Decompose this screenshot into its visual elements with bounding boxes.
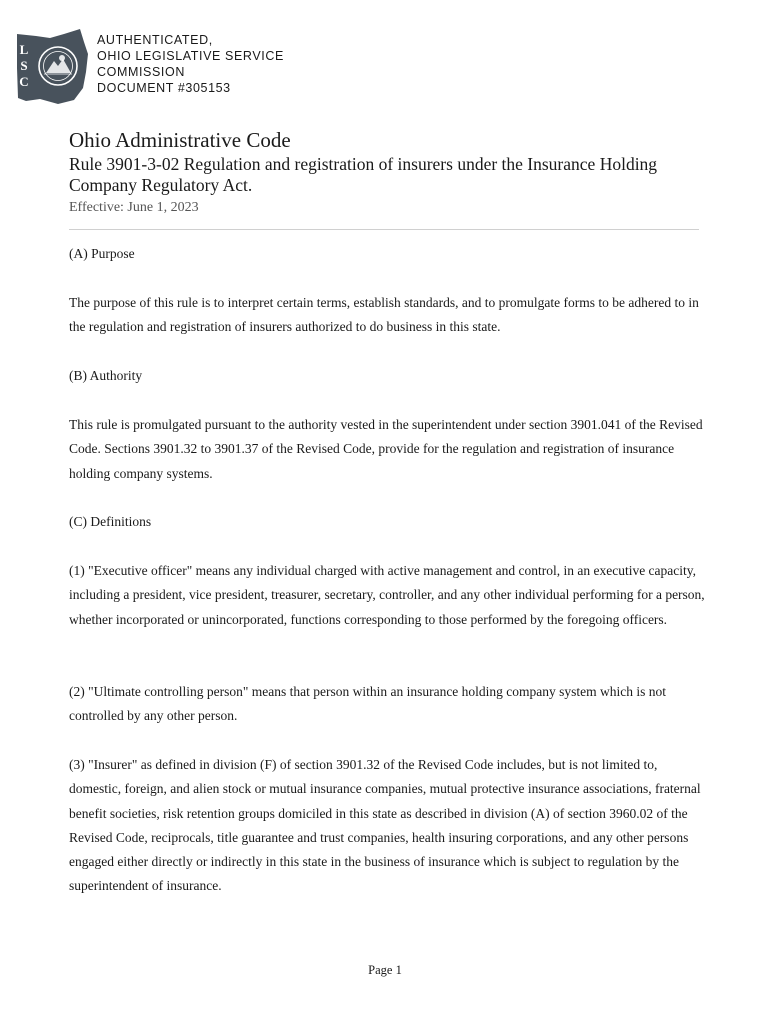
logo-letter-c: C [19, 74, 29, 89]
section-c-heading: (C) Definitions [69, 514, 152, 529]
lsc-ohio-logo [14, 28, 90, 104]
definition-insurer: (3) "Insurer" as defined in division (F) of section 3901.32 of the Revised Code includes, but is not limited to, domestic, foreign, and alien stock or mutual insurance companies, mutual protective insurance associations, fraternal benefit societies, risk retention groups domiciled in this state as described in division (A) of section 3960.02 of the Revised Code, reciprocals, title guarantee and trust companies, health insuring corporations, and any other persons engaged either directly or indirectly in this state in the business of insurance which is subject to regulation by the superintendent of insurance. [69, 757, 701, 894]
lsc-letters [19, 42, 28, 89]
document-header [14, 28, 284, 104]
section-b-heading: (B) Authority [69, 368, 143, 383]
definition-ultimate-controlling-person: (2) "Ultimate controlling person" means that person within an insurance holding company system which is not controlled by any other person. [69, 684, 667, 724]
definition-executive-officer: (1) "Executive officer" means any individual charged with active management and control, in an executive capacity, including a president, vice president, treasurer, secretary, controller, and any other individual performing for a person, whether incorporated or unincorporated, functions corresponding to those performed by the foregoing officers. [69, 563, 705, 627]
page-number: Page 1 [368, 963, 402, 977]
logo-letter-l: L [19, 42, 29, 57]
auth-line: OHIO LEGISLATIVE SERVICE [97, 49, 284, 63]
section-a-heading: (A) Purpose [69, 246, 135, 261]
auth-line: AUTHENTICATED, [97, 33, 213, 47]
divider [69, 229, 699, 230]
logo-letter-s: S [20, 58, 28, 73]
rule-title: Rule 3901-3-02 Regulation and registration of insurers under the Insurance Holding Company Regulatory Act. [69, 154, 658, 195]
section-a-paragraph: The purpose of this rule is to interpret certain terms, establish standards, and to promulgate forms to be adhered to in the regulation and registration of insurers authorized to do business in this state. [69, 295, 699, 335]
section-b-paragraph: This rule is promulgated pursuant to the authority vested in the superintendent under section 3901.041 of the Revised Code. Sections 3901.32 to 3901.37 of the Revised Code, provide for the regulation and registration of insurance holding company systems. [69, 417, 703, 481]
title-block [69, 127, 709, 217]
auth-line: DOCUMENT #305153 [97, 81, 231, 95]
authentication-stamp [97, 32, 284, 96]
effective-date: Effective: June 1, 2023 [69, 200, 199, 215]
auth-line: COMMISSION [97, 65, 185, 79]
code-title: Ohio Administrative Code [69, 128, 291, 152]
